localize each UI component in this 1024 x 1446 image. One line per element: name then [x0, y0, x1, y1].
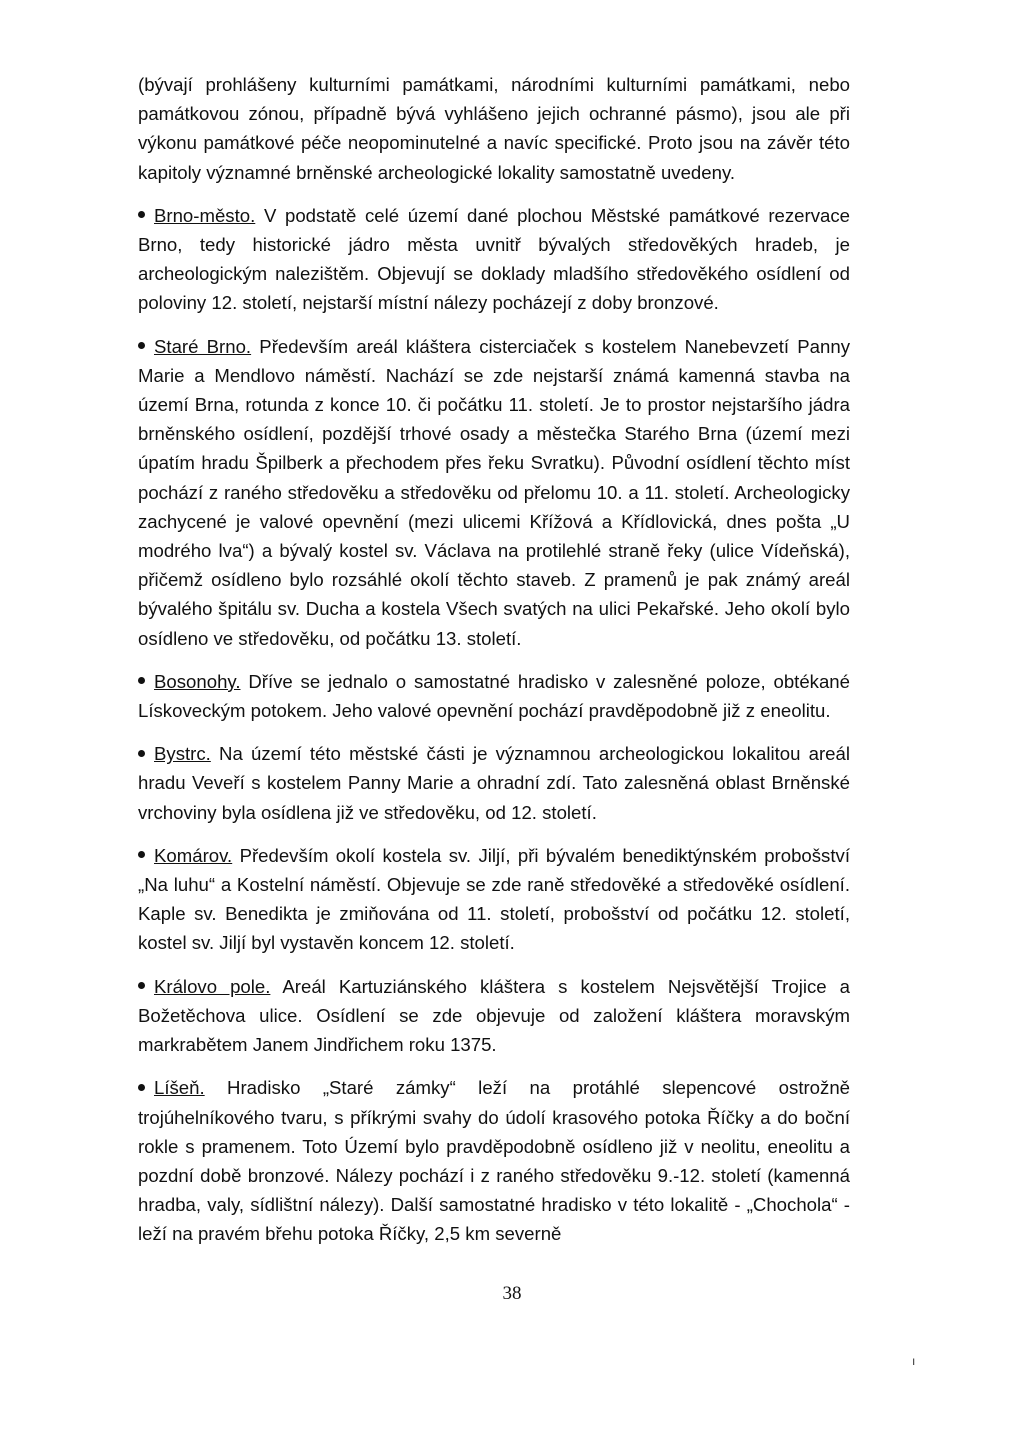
item-text: Hradisko „Staré zámky“ leží na protáhlé slepencové ostrožně trojúhelníkového tvaru, s příkrými svahy do údolí krasového potoka Říčky a do boční rokle s pramenem. Toto Území bylo pravděpodobně osídleno již v neolitu, eneolitu a pozdní době bronzové. Nálezy pochází i z raného středověku 9.-12. století (kamenná hradba, valy, sídlištní nálezy). Další samostatné hradisko v této lokalitě - „Chochola“ - leží na pravém břehu potoka Říčky, 2,5 km severně [138, 1077, 850, 1245]
bullet-icon [138, 1073, 154, 1102]
bullet-icon [138, 667, 154, 696]
item-heading: Staré Brno. [154, 335, 252, 357]
item-text: Především okolí kostela sv. Jiljí, při bývalém benediktýnském probošství „Na luhu“ a Kostelní náměstí. Objevuje se zde raně středověké a středověké osídlení. Kaple sv. Benedikta je zmiňována od 11. století, probošství od počátku 12. století, kostel sv. Jiljí byl vystavěn koncem 12. století. [138, 844, 850, 954]
list-item-komarov [138, 841, 850, 958]
list-item-stare-brno [138, 332, 850, 653]
bullet-icon [138, 972, 154, 1001]
stray-mark: ı [912, 1354, 916, 1368]
page-number: 38 [502, 1283, 522, 1304]
bullet-icon [138, 841, 154, 870]
item-heading: Brno-město. [154, 204, 256, 226]
item-heading: Královo pole. [154, 975, 271, 997]
item-heading: Líšeň. [154, 1077, 205, 1099]
item-text: Na území této městské části je významnou archeologickou lokalitou areál hradu Veveří s kostelem Panny Marie a ohradní zdí. Tato zalesněná oblast Brněnské vrchoviny byla osídlena již ve středověku, od 12. století. [138, 743, 850, 823]
item-text: Dříve se jednalo o samostatné hradisko v zalesněné poloze, obtékané Lískoveckým potokem. Jeho valové opevnění pochází pravděpodobně již z eneolitu. [138, 670, 850, 722]
list-item-lisen [138, 1073, 850, 1248]
bullet-icon [138, 332, 154, 361]
item-text: V podstatě celé území dané plochou Městské památkové rezervace Brno, tedy historické jádro města uvnitř bývalých středověkých hradeb, je archeologickým nalezištěm. Objevují se doklady mladšího středověkého osídlení od poloviny 12. století, nejstarší místní nálezy pocházejí z doby bronzové. [138, 204, 850, 314]
bullet-icon [138, 201, 154, 230]
item-text: Areál Kartuziánského kláštera s kostelem Nejsvětější Trojice a Božetěchova ulice. Osídlení se zde objevuje od založení kláštera moravským markrabětem Janem Jindřichem roku 1375. [138, 975, 850, 1056]
intro-paragraph: (bývají prohlášeny kulturními památkami, národními kulturními památkami, nebo památkovou zónou, případně bývá vyhlášeno jejich ochranné pásmo), jsou ale při výkonu památkové péče neopominutelné a navíc specifické. Proto jsou na závěr této kapitoly významné brněnské archeologické lokality samostatně uvedeny. [138, 74, 850, 183]
item-heading: Bosonohy. [154, 670, 241, 692]
item-heading: Bystrc. [154, 743, 211, 765]
item-text: Především areál kláštera cisterciaček s kostelem Nanebevzetí Panny Marie a Mendlovo náměstí. Nachází se zde nejstarší známá kamenná stavba na území Brna, rotunda z konce 10. či počátku 11. století. Je to prostor nejstaršího jádra brněnského osídlení, pozdější trhové osady a městečka Starého Brna (území mezi úpatím hradu Špilberk a přechodem přes řeku Svratku). Původní osídlení těchto míst pochází z raného středověku a středověku od přelomu 10. a 11. století. Archeologicky zachycené je valové opevnění (mezi ulicemi Křížová a Křídlovická, dnes pošta „U modrého lva“) a bývalý kostel sv. Václava na protilehlé straně řeky (ulice Vídeňská), přičemž osídleno bylo rozsáhlé okolí těchto staveb. Z pramenů je pak známý areál bývalého špitálu sv. Ducha a kostela Všech svatých na ulici Pekařské. Jeho okolí bylo osídleno ve středověku, od počátku 13. století. [138, 335, 850, 649]
list-item-bosonohy [138, 667, 850, 725]
list-item-brno-mesto [138, 201, 850, 318]
page-body [138, 70, 850, 1263]
item-heading: Komárov. [154, 844, 233, 866]
list-item-kralovo-pole [138, 972, 850, 1060]
list-item-bystrc [138, 739, 850, 827]
bullet-icon [138, 739, 154, 768]
